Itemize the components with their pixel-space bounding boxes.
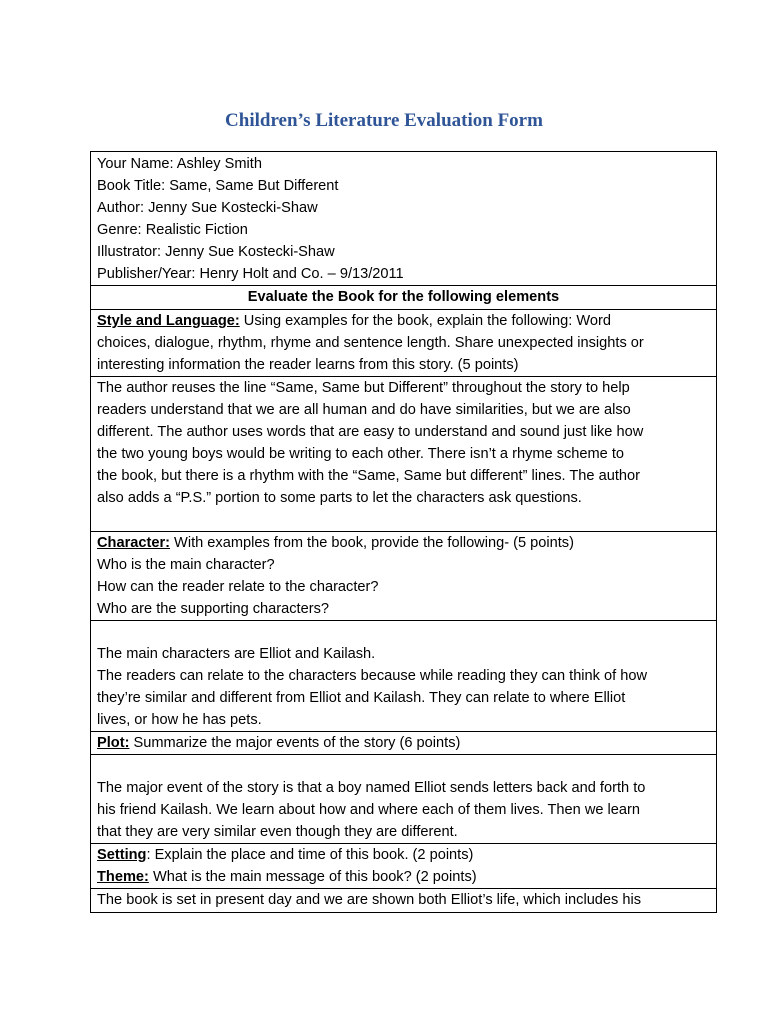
publisher-label: Publisher/Year: <box>97 266 196 282</box>
setting-prompt-text: : Explain the place and time of this book. (2 points) <box>146 847 474 863</box>
book-title-line <box>97 175 710 197</box>
your-name-line <box>97 153 710 175</box>
setting-answer <box>91 888 716 912</box>
author-label: Author: <box>97 200 145 216</box>
character-label: Character: <box>97 535 170 551</box>
style-prompt-line: choices, dialogue, rhythm, rhyme and sentence length. Share unexpected insights or <box>97 335 644 351</box>
plot-answer-line: that they are very similar even though they are different. <box>97 824 458 840</box>
plot-label: Plot: <box>97 735 130 751</box>
your-name-label: Your Name: <box>97 156 174 172</box>
style-answer-line: The author reuses the line “Same, Same but Different” throughout the story to help <box>97 380 630 396</box>
evaluation-form-table <box>90 151 717 913</box>
author-value: Jenny Sue Kostecki-Shaw <box>148 200 318 216</box>
character-prompt-line: Who are the supporting characters? <box>97 601 330 617</box>
plot-prompt-text: Summarize the major events of the story (6 points) <box>129 735 461 751</box>
book-title-label: Book Title: <box>97 178 166 194</box>
blank-line <box>97 621 710 643</box>
book-info-section <box>91 152 716 285</box>
setting-label: Setting <box>97 847 147 863</box>
publisher-value: Henry Holt and Co. – 9/13/2011 <box>199 266 404 282</box>
style-answer-line: different. The author uses words that are easy to understand and sound just like how <box>97 424 644 440</box>
genre-line <box>97 219 710 241</box>
plot-prompt <box>91 731 716 754</box>
style-language-label: Style and Language: <box>97 313 240 329</box>
character-answer-line: The main characters are Elliot and Kailash. <box>97 646 376 662</box>
character-answer-line: they’re similar and different from Elliot and Kailash. They can relate to where Elliot <box>97 690 626 706</box>
style-answer-line: the two young boys would be writing to each other. There isn’t a rhyme scheme to <box>97 446 625 462</box>
character-prompt-line: How can the reader relate to the character? <box>97 579 379 595</box>
theme-prompt-line <box>97 866 710 888</box>
plot-answer <box>91 754 716 843</box>
character-prompt <box>91 531 716 620</box>
character-prompt-line: Who is the main character? <box>97 557 275 573</box>
evaluate-heading: Evaluate the Book for the following elements <box>91 285 716 309</box>
character-prompt-text: With examples from the book, provide the following- (5 points) <box>170 535 574 551</box>
style-language-prompt <box>91 309 716 376</box>
publisher-line <box>97 263 710 285</box>
character-answer-line: lives, or how he has pets. <box>97 712 262 728</box>
genre-value: Realistic Fiction <box>145 222 248 238</box>
blank-line <box>97 755 710 777</box>
plot-answer-line: The major event of the story is that a boy named Elliot sends letters back and forth to <box>97 780 646 796</box>
setting-answer-line: The book is set in present day and we are shown both Elliot’s life, which includes his <box>97 892 642 908</box>
author-line <box>97 197 710 219</box>
genre-label: Genre: <box>97 222 142 238</box>
style-answer-line: also adds a “P.S.” portion to some parts to let the characters ask questions. <box>97 490 582 506</box>
setting-theme-prompt <box>91 843 716 888</box>
style-prompt-line <box>97 310 710 332</box>
your-name-value: Ashley Smith <box>176 156 262 172</box>
theme-label: Theme: <box>97 869 149 885</box>
style-language-answer <box>91 376 716 531</box>
style-answer-line: the book, but there is a rhythm with the “Same, Same but different” lines. The author <box>97 468 640 484</box>
style-prompt-line: interesting information the reader learns from this story. (5 points) <box>97 357 519 373</box>
character-answer-line: The readers can relate to the characters because while reading they can think of how <box>97 668 648 684</box>
setting-prompt-line <box>97 844 710 866</box>
character-prompt-line <box>97 532 710 554</box>
plot-answer-line: his friend Kailash. We learn about how and where each of them lives. Then we learn <box>97 802 640 818</box>
style-prompt-text: Using examples for the book, explain the following: Word <box>239 313 611 329</box>
form-title: Children’s Literature Evaluation Form <box>225 110 543 131</box>
illustrator-value: Jenny Sue Kostecki-Shaw <box>165 244 335 260</box>
character-answer <box>91 620 716 731</box>
book-title-value: Same, Same But Different <box>169 178 339 194</box>
illustrator-line <box>97 241 710 263</box>
style-answer-line: readers understand that we are all human and do have similarities, but we are also <box>97 402 631 418</box>
plot-prompt-line <box>97 732 710 754</box>
theme-prompt-text: What is the main message of this book? (2 points) <box>148 869 477 885</box>
illustrator-label: Illustrator: <box>97 244 162 260</box>
